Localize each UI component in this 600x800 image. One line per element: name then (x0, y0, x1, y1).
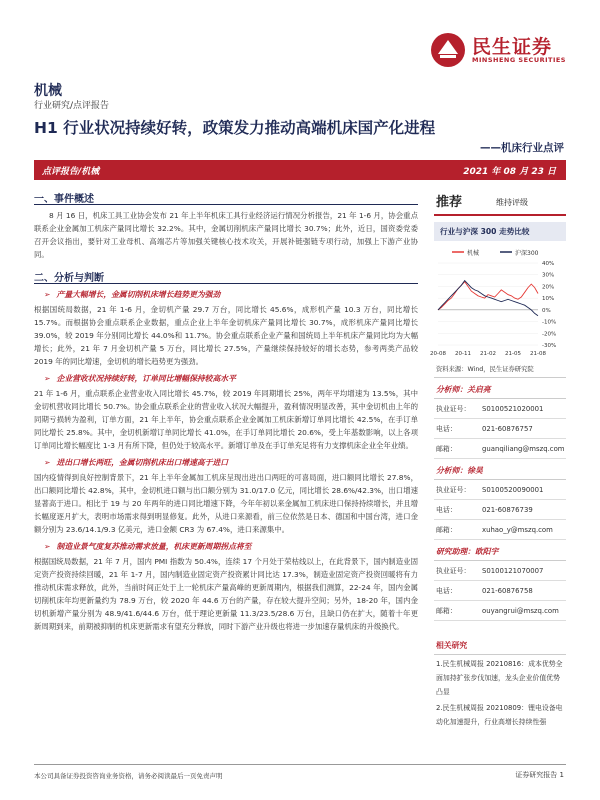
analyst-phone-row (434, 500, 566, 520)
y-tick-label: 40% (542, 261, 555, 267)
section-heading: 二、分析与判断 (34, 269, 418, 284)
subsection-title: 产量大幅增长，金属切削机床增长趋势更为强劲 (56, 290, 221, 299)
analyst-cert-value: S0100521020001 (482, 405, 544, 413)
analyst-email-label: 邮箱： (436, 445, 457, 453)
bullet-icon: ➢ (44, 458, 51, 467)
related-research-heading: 相关研究 (434, 637, 566, 655)
main-body (34, 190, 418, 633)
y-tick-label: -30% (542, 343, 557, 349)
analyst-list (434, 378, 566, 621)
analyst-email-row (434, 520, 566, 540)
analyst-phone-label: 电话： (436, 425, 457, 433)
analyst-phone-row (434, 419, 566, 439)
subsection-text: 根据国统局数据，21 年 1-6 月，金切机产量 29.7 万台，同比增长 45.6%，成形机产量 10.3 万台，同比增长 15.7%。而根据协会重点联系企业数据，重点企业上半年金切机床产量同比增长 30.7%，成形机床产量同比增长 39.0%，较 2019 年分别同比增长 44.0%和 11.7%。协会重点联系企业产量和国统局上半年机床产量同比均为大幅增长；此外，21 年 7 月金切机产量 5 万台，同比增长 27.5%，产量继续保持较好的增长态势，参考两类产品较 2019 年的同比增速，金切机的增长趋势更为强劲。 (34, 305, 418, 366)
bullet-icon: ➢ (44, 542, 51, 551)
subsection-text: 国内疫情得到良好控制背景下，21 年上半年金属加工机床呈现出进出口两旺的可喜局面，进口额同比增长 27.8%，出口额同比增长 42.8%，其中，金切机进口额与出口额分别为 31.0/17.0 亿元，同比增长 28.6%/42.3%，出口增速显著高于进口。相比于 19 与 20 年两年的进口同比增速下降，今年年初以来金属加工机床进口保持持续增长，并且增长幅度逐月扩大，表明市场需求得到明显修复。此外，从进口来源看，前三位依然是日本、德国和中国台湾，进口金额分别为 23.6/14.1/9.3 亿美元，进口金额 CR3 为 67.4%，进口来源集中。 (34, 473, 418, 534)
brand-name-en: MINSHENG SECURITIES (472, 56, 566, 64)
analyst-phone-row (434, 581, 566, 601)
analyst-cert-row (434, 480, 566, 500)
brand-logo-icon (430, 32, 466, 68)
report-type: 行业研究/点评报告 (34, 101, 110, 111)
analyst-heading: 分析师：徐昊 (434, 459, 566, 480)
footer-divider (34, 764, 566, 765)
subsection-heading (44, 540, 418, 553)
x-tick-label: 21-08 (530, 351, 546, 357)
analyst-phone-value: 021-60876739 (482, 506, 533, 514)
legend-label: 沪深300 (515, 250, 539, 257)
analyst-phone-label: 电话： (436, 587, 457, 595)
chart-source: 资料来源：Wind，民生证券研究院 (434, 361, 566, 378)
rating-note: 维持评级 (496, 198, 528, 207)
brand-logo (430, 32, 580, 68)
analyst-phone-value: 021-60876757 (482, 425, 533, 433)
analyst-heading: 研究助理：欧阳宇 (434, 540, 566, 561)
analyst-cert-row (434, 399, 566, 419)
analyst-email-row (434, 601, 566, 621)
brand-name-cn: 民生证券 (472, 36, 553, 58)
sector-label: 机械 (34, 83, 62, 99)
x-tick-label: 21-02 (480, 351, 496, 357)
report-banner (34, 160, 566, 180)
trend-chart-svg (430, 245, 566, 361)
analyst-cert-label: 执业证号： (436, 486, 471, 494)
analyst-cert-value: S0100121070007 (482, 567, 544, 575)
section-heading: 一、事件概述 (34, 190, 418, 205)
y-tick-label: 30% (542, 272, 555, 279)
bullet-icon: ➢ (44, 374, 51, 383)
analyst-email-value[interactable]: guanqiliang@mszq.com (482, 445, 565, 453)
rating (434, 190, 566, 216)
footer-disclaimer: 本公司具备证券投资咨询业务资格，请务必阅读最后一页免责声明 (34, 772, 223, 780)
banner-category: 点评报告/机械 (42, 167, 100, 177)
subsection-title: 制造业景气度复苏推动需求放量，机床更新周期拐点将至 (56, 542, 252, 551)
analyst-cert-label: 执业证号： (436, 405, 471, 413)
report-subtitle: ——机床行业点评 (480, 142, 564, 154)
y-tick-label: -20% (542, 331, 557, 338)
top-line (0, 0, 600, 3)
subsection-heading (44, 372, 418, 385)
y-tick-label: 0% (542, 307, 551, 314)
analyst-cert-row (434, 561, 566, 581)
subsection-text: 根据国统局数据，21 年 7 月，国内 PMI 指数为 50.4%，连续 17 个月处于荣枯线以上，在此背景下，国内制造业固定资产投资持续回暖，21 年 1-7 月，国内制造业固定资产投资累计同比达 17.3%，制造业固定资产投资回暖将有力推动机床需求释放，此外，当前时间正处于上一轮机床产量高峰的更新周期内，根据我们测算，22-24 年，国内金属切削机床年均更新量约为 78.9 万台，较 2020 年 44.6 万台的产量，存在较大提升空间；另外，18-20 年，国内金切机新增产量分别为 48.9/41.6/44.6 万台，低于理论更新量 11.3/23.5/28.6 万台，且缺口仍在扩大，随着十年更新周期到来，前期被抑制的机床更新需求有望充分释放，同时下游产业升级也将进一步加速存量机床的升级换代。 (34, 557, 418, 631)
x-tick-label: 21-05 (505, 351, 521, 357)
trend-chart (430, 245, 566, 361)
chart-title: 行业与沪深 300 走势比较 (434, 222, 566, 241)
subsection-text: 21 年 1-6 月，重点联系企业营业收入同比增长 45.7%，较 2019 年同期增长 25%，两年平均增速为 13.5%，其中金切机营收同比增长 50.7%。协会重点联系企业的营业收入状况大幅提升，盈利情况明显改善，其中金切机由上年的同期亏损转为盈利，订单方面，21 年上半年，协会重点联系企业金属加工机床新增订单同比增长 42.5%，在手订单同比增长 25.8%。其中，金切机新增订单同比增长 41.0%，在手订单同比增长 20.6%，受上年基数影响，以上各项订单同比增长幅度比 1-3 月有所下降，但仍处于较高水平。新增订单及在手订单充足将有力支撑机床企业全年业绩。 (34, 389, 418, 450)
analyst-cert-value: S0100520090001 (482, 486, 544, 494)
y-tick-label: 20% (542, 284, 555, 291)
analyst-email-value[interactable]: ouyangrui@mszq.com (482, 607, 559, 615)
series-line-machinery (438, 282, 538, 310)
analyst-phone-label: 电话： (436, 506, 457, 514)
related-item[interactable]: 1.民生机械周报 20210816：成本优势全面加持扩张步伐加速，龙头企业价值优势凸显 (436, 660, 563, 696)
related-item[interactable]: 2.民生机械周报 20210809：锂电设备电动化加速提升，行业高增长持续性强 (436, 704, 563, 726)
analyst-email-row (434, 439, 566, 459)
analyst-email-value[interactable]: xuhao_y@mszq.com (482, 526, 553, 534)
subsection-title: 进出口增长两旺，金属切削机床出口增速高于进口 (56, 458, 229, 467)
y-tick-label: 10% (542, 296, 555, 303)
x-tick-label: 20-08 (430, 351, 446, 357)
analyst-phone-value: 021-60876758 (482, 587, 533, 595)
y-tick-label: -10% (542, 319, 557, 326)
sidebar (430, 190, 566, 729)
analyst-email-label: 邮箱： (436, 607, 457, 615)
rating-value: 推荐 (436, 195, 463, 210)
subsection-heading (44, 288, 418, 301)
banner-date: 2021 年 08 月 23 日 (463, 167, 556, 177)
analyst-cert-label: 执业证号： (436, 567, 471, 575)
analyst-heading: 分析师：关启亮 (434, 378, 566, 399)
bullet-icon: ➢ (44, 290, 51, 299)
subsection-heading (44, 456, 418, 469)
footer-page: 证券研究报告 1 (515, 771, 564, 779)
legend-label: 机械 (467, 250, 480, 257)
event-summary-text: 8 月 16 日，机床工具工业协会发布 21 年上半年机床工具行业经济运行情况分析报告，21 年 1-6 月，协会重点联系企业金属加工机床产量同比增长 32.2%。其中，金属切削机床产量同比增长 30.7%；此外，近日，国资委党委召开会议指出，要针对工业母机、高端芯片等加强关键核心技术攻关，开展补链强链专项行动，加强上下游产业协同。 (34, 211, 418, 259)
report-title: H1 行业状况持续好转，政策发力推动高端机床国产化进程 (34, 119, 436, 137)
x-tick-label: 20-11 (455, 351, 471, 357)
analyst-email-label: 邮箱： (436, 526, 457, 534)
subsection-title: 企业营收状况持续好转，订单同比增幅保持较高水平 (56, 374, 236, 383)
